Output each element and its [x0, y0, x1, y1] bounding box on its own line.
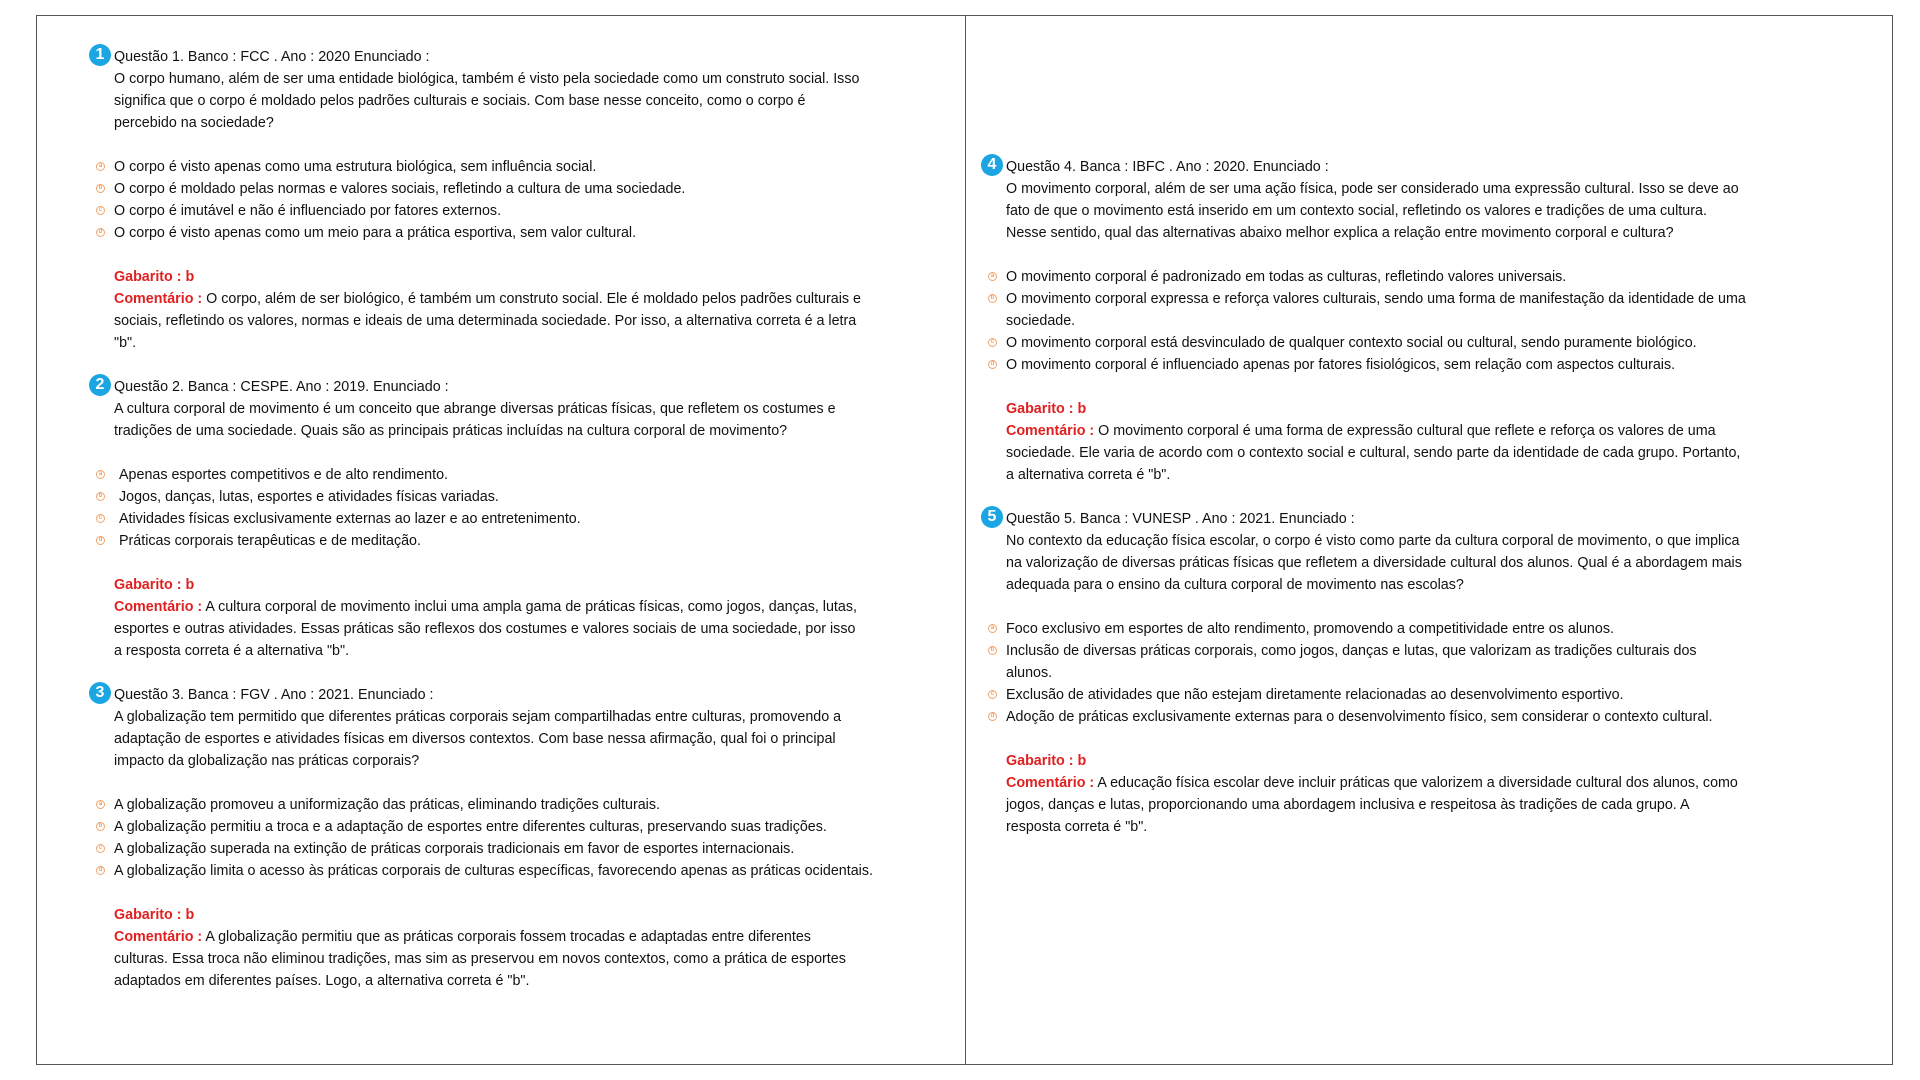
answer-key: Gabarito : b — [1006, 401, 1087, 417]
option-a[interactable]: a Foco exclusivo em esportes de alto rendimento, promovendo a competitividade entre os alunos. — [1006, 618, 1892, 640]
option-bullet-icon: d — [988, 360, 997, 369]
answer-key: Gabarito : b — [114, 907, 195, 923]
answer-key: Gabarito : b — [1006, 753, 1087, 769]
option-b[interactable]: b Inclusão de diversas práticas corporais, como jogos, danças e lutas, que valorizam as tradições culturais dos alunos. — [1006, 640, 1892, 684]
option-bullet-icon: b — [96, 184, 105, 193]
answer-block — [1006, 398, 1746, 486]
comment-text: A educação física escolar deve incluir práticas que valorizem a diversidade cultural dos alunos, como jogos, danças e lutas, proporcionando uma abordagem inclusiva e respeitosa às tradições de cada grupo. A resposta correta é "b". — [1006, 775, 1738, 835]
comment-label: Comentário : — [114, 291, 203, 307]
comment-label: Comentário : — [1006, 423, 1095, 439]
comment-label: Comentário : — [114, 929, 203, 945]
question-statement: No contexto da educação física escolar, o corpo é visto como parte da cultura corporal de movimento, o que implica na valorização de diversas práticas físicas que refletem a diversidade cultural dos alunos. Qual é a abordagem mais adequada para o ensino da cultura corporal de movimento nas escolas? — [1006, 533, 1742, 593]
option-bullet-icon: b — [988, 646, 997, 655]
question-1 — [95, 46, 965, 354]
question-number-badge: 4 — [981, 154, 1003, 176]
question-header: Questão 2. Banca : CESPE. Ano : 2019. Enunciado : — [114, 379, 449, 395]
comment-text: O corpo, além de ser biológico, é também um construto social. Ele é moldado pelos padrões culturais e sociais, refletindo os valores, normas e ideais de uma determinada sociedade. Por isso, a alternativa correta é a letra "b". — [114, 291, 861, 351]
option-bullet-icon: a — [96, 470, 105, 479]
option-b[interactable]: b A globalização permitiu a troca e a adaptação de esportes entre diferentes culturas, preservando suas tradições. — [114, 816, 965, 838]
question-header: Questão 3. Banca : FGV . Ano : 2021. Enunciado : — [114, 687, 434, 703]
options-list — [990, 618, 1892, 728]
question-5 — [987, 508, 1892, 838]
question-2 — [95, 376, 965, 662]
options-list — [98, 464, 965, 552]
answer-block — [1006, 750, 1746, 838]
option-bullet-icon: d — [988, 712, 997, 721]
question-statement: A globalização tem permitido que diferentes práticas corporais sejam compartilhadas entre culturas, promovendo a adaptação de esportes e atividades físicas em diversos contextos. Com base nessa afirmação, qual foi o principal impacto da globalização nas práticas corporais? — [114, 709, 842, 769]
option-bullet-icon: c — [96, 514, 105, 523]
option-bullet-icon: a — [988, 272, 997, 281]
option-c[interactable]: c Atividades físicas exclusivamente externas ao lazer e ao entretenimento. — [114, 508, 965, 530]
question-number-badge: 3 — [89, 682, 111, 704]
option-a[interactable]: a O movimento corporal é padronizado em todas as culturas, refletindo valores universais. — [1006, 266, 1892, 288]
option-bullet-icon: b — [988, 294, 997, 303]
option-a[interactable]: a O corpo é visto apenas como uma estrutura biológica, sem influência social. — [114, 156, 965, 178]
question-4 — [987, 156, 1892, 486]
option-d[interactable]: d Adoção de práticas exclusivamente externas para o desenvolvimento físico, sem considerar o contexto cultural. — [1006, 706, 1892, 728]
options-list — [98, 794, 965, 882]
option-b[interactable]: b O corpo é moldado pelas normas e valores sociais, refletindo a cultura de uma sociedade. — [114, 178, 965, 200]
option-bullet-icon: c — [96, 844, 105, 853]
option-b[interactable]: b O movimento corporal expressa e reforça valores culturais, sendo uma forma de manifestação da identidade de uma sociedade. — [1006, 288, 1892, 332]
question-header: Questão 1. Banco : FCC . Ano : 2020 Enunciado : — [114, 49, 430, 65]
option-bullet-icon: c — [96, 206, 105, 215]
question-statement: O movimento corporal, além de ser uma ação física, pode ser considerado uma expressão cultural. Isso se deve ao fato de que o movimento está inserido em um contexto social, refletindo os valores e tradições de uma cultura. Nesse sentido, qual das alternativas abaixo melhor explica a relação entre movimento corporal e cultura? — [1006, 181, 1739, 241]
question-statement: O corpo humano, além de ser uma entidade biológica, também é visto pela sociedade como um construto social. Isso significa que o corpo é moldado pelos padrões culturais e sociais. Com base nesse conceito, como o corpo é percebido na sociedade? — [114, 71, 860, 131]
answer-block — [114, 266, 866, 354]
answer-key: Gabarito : b — [114, 269, 195, 285]
option-c[interactable]: c O movimento corporal está desvinculado de qualquer contexto social ou cultural, sendo puramente biológico. — [1006, 332, 1892, 354]
option-b[interactable]: b Jogos, danças, lutas, esportes e atividades físicas variadas. — [114, 486, 965, 508]
option-c[interactable]: c O corpo é imutável e não é influenciado por fatores externos. — [114, 200, 965, 222]
option-bullet-icon: d — [96, 536, 105, 545]
option-bullet-icon: c — [988, 338, 997, 347]
comment-text: O movimento corporal é uma forma de expressão cultural que reflete e reforça os valores de uma sociedade. Ele varia de acordo com o contexto social e cultural, sendo parte da identidade de cada grupo. Portanto, a alternativa correta é "b". — [1006, 423, 1741, 483]
option-bullet-icon: d — [96, 866, 105, 875]
question-number-badge: 2 — [89, 374, 111, 396]
option-c[interactable]: c Exclusão de atividades que não estejam diretamente relacionadas ao desenvolvimento esportivo. — [1006, 684, 1892, 706]
comment-text: A cultura corporal de movimento inclui uma ampla gama de práticas físicas, como jogos, danças, lutas, esportes e outras atividades. Essas práticas são reflexos dos costumes e valores sociais de uma sociedade, por isso a resposta correta é a alternativa "b". — [114, 599, 857, 659]
comment-label: Comentário : — [114, 599, 203, 615]
option-a[interactable]: a Apenas esportes competitivos e de alto rendimento. — [114, 464, 965, 486]
comment-text: A globalização permitiu que as práticas corporais fossem trocadas e adaptadas entre diferentes culturas. Essa troca não eliminou tradições, mas sim as preservou em novos contextos, como a prática de esportes adaptados em diferentes países. Logo, a alternativa correta é "b". — [114, 929, 846, 989]
option-a[interactable]: a A globalização promoveu a uniformização das práticas, eliminando tradições culturais. — [114, 794, 965, 816]
option-bullet-icon: c — [988, 690, 997, 699]
question-header: Questão 5. Banca : VUNESP . Ano : 2021. Enunciado : — [1006, 511, 1355, 527]
comment-label: Comentário : — [1006, 775, 1095, 791]
options-list — [990, 266, 1892, 376]
left-column — [37, 16, 966, 1064]
right-column — [966, 16, 1892, 1064]
question-number-badge: 1 — [89, 44, 111, 66]
answer-key: Gabarito : b — [114, 577, 195, 593]
option-d[interactable]: d O movimento corporal é influenciado apenas por fatores fisiológicos, sem relação com aspectos culturais. — [1006, 354, 1892, 376]
option-d[interactable]: d Práticas corporais terapêuticas e de meditação. — [114, 530, 965, 552]
option-bullet-icon: b — [96, 822, 105, 831]
option-bullet-icon: d — [96, 228, 105, 237]
option-bullet-icon: a — [96, 162, 105, 171]
page-frame — [36, 15, 1893, 1065]
question-number-badge: 5 — [981, 506, 1003, 528]
question-3 — [95, 684, 965, 992]
option-d[interactable]: d A globalização limita o acesso às práticas corporais de culturas específicas, favorecendo apenas as práticas ocidentais. — [114, 860, 965, 882]
options-list — [98, 156, 965, 244]
option-c[interactable]: c A globalização superada na extinção de práticas corporais tradicionais em favor de esportes internacionais. — [114, 838, 965, 860]
option-bullet-icon: a — [988, 624, 997, 633]
answer-block — [114, 904, 866, 992]
question-header: Questão 4. Banca : IBFC . Ano : 2020. Enunciado : — [1006, 159, 1329, 175]
option-bullet-icon: b — [96, 492, 105, 501]
answer-block — [114, 574, 866, 662]
option-bullet-icon: a — [96, 800, 105, 809]
question-statement: A cultura corporal de movimento é um conceito que abrange diversas práticas físicas, que refletem os costumes e tradições de uma sociedade. Quais são as principais práticas incluídas na cultura corporal de movimento? — [114, 401, 836, 439]
option-d[interactable]: d O corpo é visto apenas como um meio para a prática esportiva, sem valor cultural. — [114, 222, 965, 244]
